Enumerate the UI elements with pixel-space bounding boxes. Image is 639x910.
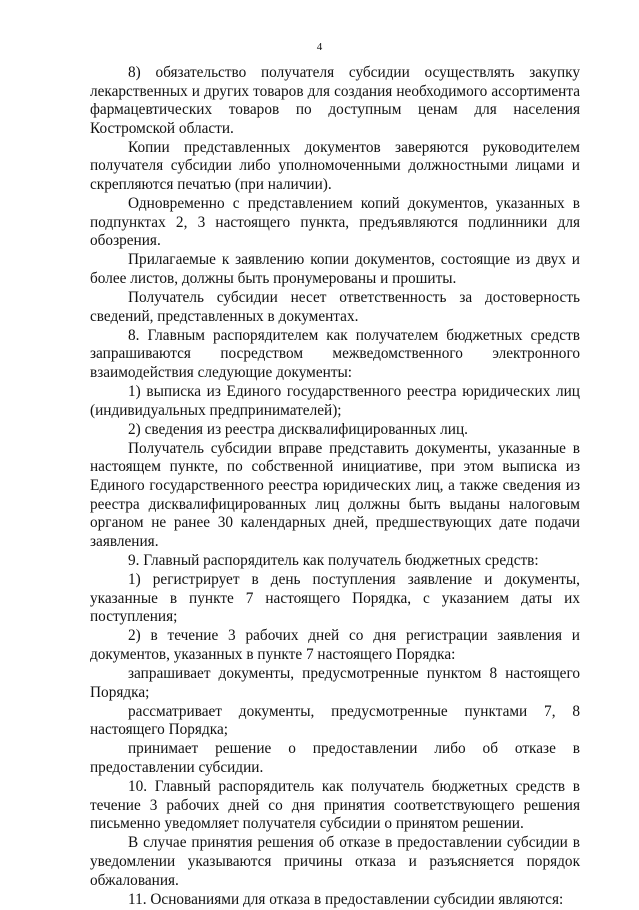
paragraph-requests-documents: запрашивает документы, предусмотренные пунктом 8 настоящего Порядка;	[90, 665, 580, 701]
paragraph-refusal-notice: В случае принятия решения об отказе в предоставлении субсидии в уведомлении указываются причины отказа и разъясняется порядок обжалования.	[90, 834, 580, 889]
paragraph-clause-8-item-2: 2) сведения из реестра дисквалифицированных лиц.	[128, 420, 468, 438]
paragraph-clause-8: 8. Главным распорядителем как получателем бюджетных средств запрашиваются посредством межведомственного электронного взаимодействия следующие документы:	[90, 326, 580, 381]
paragraph-originals-presentation: Одновременно с представлением копий документов, указанных в подпунктах 2, 3 настоящего пункта, предъявляются подлинники для обозрения.	[90, 195, 580, 250]
paragraph-item-8-obligation: 8) обязательство получателя субсидии осуществлять закупку лекарственных и других товаров для создания необходимого ассортимента фармацевтических товаров по доступным ценам для населения Костромской области.	[90, 64, 580, 137]
page-number: 4	[316, 41, 323, 53]
paragraph-makes-decision: принимает решение о предоставлении либо об отказе в предоставлении субсидии.	[90, 740, 580, 776]
paragraph-clause-10: 10. Главный распорядитель как получатель бюджетных средств в течение 3 рабочих дней со дня принятия соответствующего решения письменно уведомляет получателя субсидии о принятом решении.	[90, 778, 580, 833]
paragraph-clause-8-item-1: 1) выписка из Единого государственного реестра юридических лиц (индивидуальных предпринимателей);	[90, 383, 580, 419]
paragraph-clause-11: 11. Основаниями для отказа в предоставлении субсидии являются:	[128, 890, 564, 908]
paragraph-responsibility: Получатель субсидии несет ответственность за достоверность сведений, представленных в документах.	[90, 289, 580, 325]
paragraph-reviews-documents: рассматривает документы, предусмотренные пунктами 7, 8 настоящего Порядка;	[90, 702, 580, 739]
paragraph-own-initiative: Получатель субсидии вправе представить документы, указанные в настоящем пункте, по собственной инициативе, при этом выписка из Единого государственного реестра юридических лиц, а также сведения из реестра дисквалифицированных лиц должны быть выданы налоговым органом не ранее 30 календарных дней, предшествующих дате подачи заявления.	[90, 439, 580, 550]
paragraph-copies-certification: Копии представленных документов заверяются руководителем получателя субсидии либо уполномоченными должностными лицами и скрепляются печатью (при наличии).	[90, 138, 580, 194]
paragraph-clause-9: 9. Главный распорядитель как получатель бюджетных средств:	[128, 551, 539, 569]
paragraph-clause-9-item-2: 2) в течение 3 рабочих дней со дня регистрации заявления и документов, указанных в пункте 7 настоящего Порядка:	[90, 627, 580, 663]
paragraph-clause-9-item-1: 1) регистрирует в день поступления заявление и документы, указанные в пункте 7 настоящего Порядка, с указанием даты их поступления;	[90, 571, 580, 626]
paragraph-copies-numbering: Прилагаемые к заявлению копии документов, состоящие из двух и более листов, должны быть пронумерованы и прошиты.	[90, 251, 580, 288]
document-body	[90, 64, 580, 910]
